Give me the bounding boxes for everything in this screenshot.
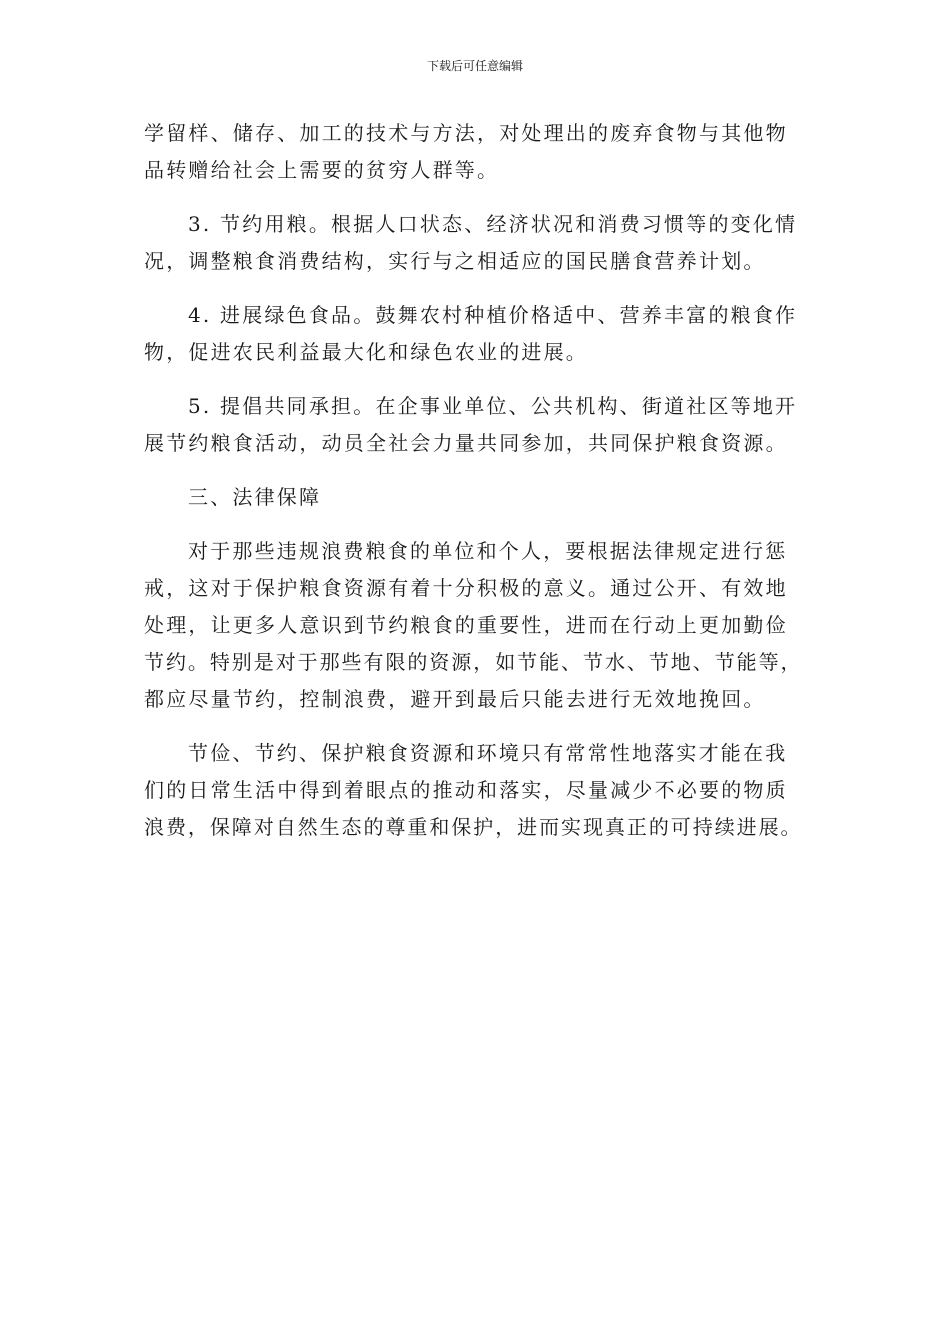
text-line: 戒，这对于保护粮食资源有着十分积极的意义。通过公开、有效地 [144,576,788,600]
paragraph-continuation [144,115,808,189]
text-line: 物，促进农民利益最大化和绿色农业的进展。 [144,340,588,364]
text-line: 对于那些违规浪费粮食的单位和个人，要根据法律规定进行惩 [188,539,788,563]
text-line: 品转赠给社会上需要的贫穷人群等。 [144,158,500,182]
text-line: 5. 提倡共同承担。在企事业单位、公共机构、街道社区等地开 [188,394,798,418]
paragraph-item-3 [144,206,808,280]
text-line: 都应尽量节约，控制浪费，避开到最后只能去进行无效地挽回。 [144,687,766,711]
paragraph-item-4 [144,297,808,371]
text-line: 浪费，保障对自然生态的尊重和保护，进而实现真正的可持续进展。 [144,815,803,839]
text-line: 况，调整粮食消费结构，实行与之相适应的国民膳食营养计划。 [144,249,766,273]
section-heading-legal [144,479,808,516]
text-line: 4. 进展绿色食品。鼓舞农村种植价格适中、营养丰富的粮食作 [188,303,798,327]
page-header: 下载后可任意编辑 [426,59,523,73]
section-heading-text: 三、法律保障 [188,485,322,509]
text-line: 处理，让更多人意识到节约粮食的重要性，进而在行动上更加勤俭 [144,613,788,637]
text-line: 节俭、节约、保护粮食资源和环境只有常常性地落实才能在我 [188,741,788,765]
text-line: 们的日常生活中得到着眼点的推动和落实，尽量减少不必要的物质 [144,778,788,802]
text-line: 节约。特别是对于那些有限的资源，如节能、节水、节地、节能等， [144,650,803,674]
paragraph-conclusion [144,735,808,846]
paragraph-item-5 [144,388,808,462]
text-line: 学留样、储存、加工的技术与方法，对处理出的废弃食物与其他物 [144,121,788,145]
text-line: 展节约粮食活动，动员全社会力量共同参加，共同保护粮食资源。 [144,431,788,455]
text-line: 3. 节约用粮。根据人口状态、经济状况和消费习惯等的变化情 [188,212,798,236]
document-body [144,115,808,863]
paragraph-legal [144,533,808,718]
